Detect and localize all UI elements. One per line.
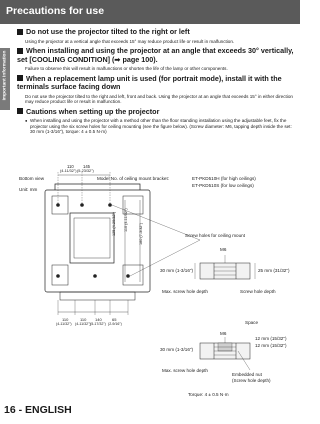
space-label: Space xyxy=(245,320,259,325)
unit-label: Unit: mm xyxy=(19,187,38,192)
section-body: Using the projector at a vertical angle that exceeds 15° may reduce product life or result in malfunction. xyxy=(25,38,235,44)
projector-body xyxy=(45,190,150,292)
screw-holes-label: Screw holes for ceiling mount xyxy=(185,233,246,238)
model-high: ET-PKD510H (for high ceilings) xyxy=(192,176,256,181)
depth-25-label: 25 mm (31/32") xyxy=(258,268,290,273)
dim-top-1: 110 xyxy=(67,164,74,169)
screw-hole xyxy=(93,274,97,278)
screw-depth-label: Screw hole depth xyxy=(240,289,276,294)
m6-label-1: M6 xyxy=(220,247,227,252)
max-depth-label-2: Max. screw hole depth xyxy=(162,368,208,373)
embedded-nut-label: Embedded nut xyxy=(232,372,262,377)
bottom-view-label: Bottom view xyxy=(19,176,45,181)
depth-30-label: 30 mm (1-3/16") xyxy=(160,268,194,273)
depth-12b-label: 12 mm (15/32") xyxy=(255,343,287,348)
screw-hole xyxy=(56,274,60,278)
page-title: Precautions for use xyxy=(6,5,105,17)
side-tab-label: Important Information xyxy=(2,50,8,101)
section-body: Failure to observe this will result in malfunctions or shorten the life of the lamp or other components. xyxy=(25,66,228,72)
max-depth-label-1: Max. screw hole depth xyxy=(162,289,208,294)
dim-bot-3: 140 xyxy=(95,317,102,322)
section-heading-text: Cautions when setting up the projector xyxy=(26,106,160,116)
dim-top-2: 145 xyxy=(83,164,90,169)
page-number: 16 - ENGLISH xyxy=(4,404,72,416)
dim-bot-2: 110 xyxy=(80,317,87,322)
dim-bot-1: 110 xyxy=(62,317,69,322)
lamp-cover xyxy=(70,213,114,263)
dim-bot-2b: (4-11/32") xyxy=(75,322,91,326)
depth-30-label-2: 30 mm (1-3/16") xyxy=(160,347,194,352)
section-body: Do not use the projector tilted to the right and left, front and back. Using the projector at an angle that exceeds 15° in either direction may reduce product life or result in malfunction. xyxy=(25,93,293,105)
dim-top-2b: (5-23/32") xyxy=(77,169,94,173)
dim-bot-3b: (5-17/32") xyxy=(90,322,106,326)
dim-side-1: 110 (4-11/32") xyxy=(124,208,128,232)
dim-side-2: 180 (7-3/32") xyxy=(139,222,143,245)
dim-bot-4: 65 xyxy=(112,317,117,322)
dim-bot-1b: (4-11/32") xyxy=(56,322,72,326)
section-heading-text: Do not use the projector tilted to the right or left xyxy=(26,27,190,36)
screw-hole xyxy=(56,203,60,207)
m6-label-2: M6 xyxy=(220,331,227,336)
torque-label: Torque: 4 ± 0.5 N·m xyxy=(188,392,229,397)
dim-bot-4b: (2-9/16") xyxy=(108,322,122,326)
embedded-nut-label-2: (Screw hole depth) xyxy=(232,378,271,383)
section-heading-text: When a replacement lamp unit is used (for portrait mode), install it with the terminals surface facing down xyxy=(17,73,282,92)
dim-side-3: 125 (4-29/32") xyxy=(112,211,116,236)
section-heading-text: When installing and using the projector at an angle that exceeds 30° vertically, set [COOLING CONDITION] (➡ page 100). xyxy=(17,46,294,64)
model-low: ET-PKD510S (for low ceilings) xyxy=(192,183,254,188)
model-label: Model No. of ceiling mount bracket: xyxy=(97,176,170,181)
bullet-item: ● When installing and using the projector with a method other than the floor standing installation using the adjustable feet, fix the projector using the six screw holes for ceiling mounting (see the figure below). (Screw diameter: M6, tapping depth inside the set: 30 mm (1-3/16"), torque: 4 ± 0.5 N·m) xyxy=(25,118,295,134)
screw-hole xyxy=(126,274,130,278)
screw-hole xyxy=(80,203,84,207)
screw-hole xyxy=(108,203,112,207)
depth-12a-label: 12 mm (15/32") xyxy=(255,336,287,341)
dim-top-1b: (4-11/32") xyxy=(60,169,77,173)
